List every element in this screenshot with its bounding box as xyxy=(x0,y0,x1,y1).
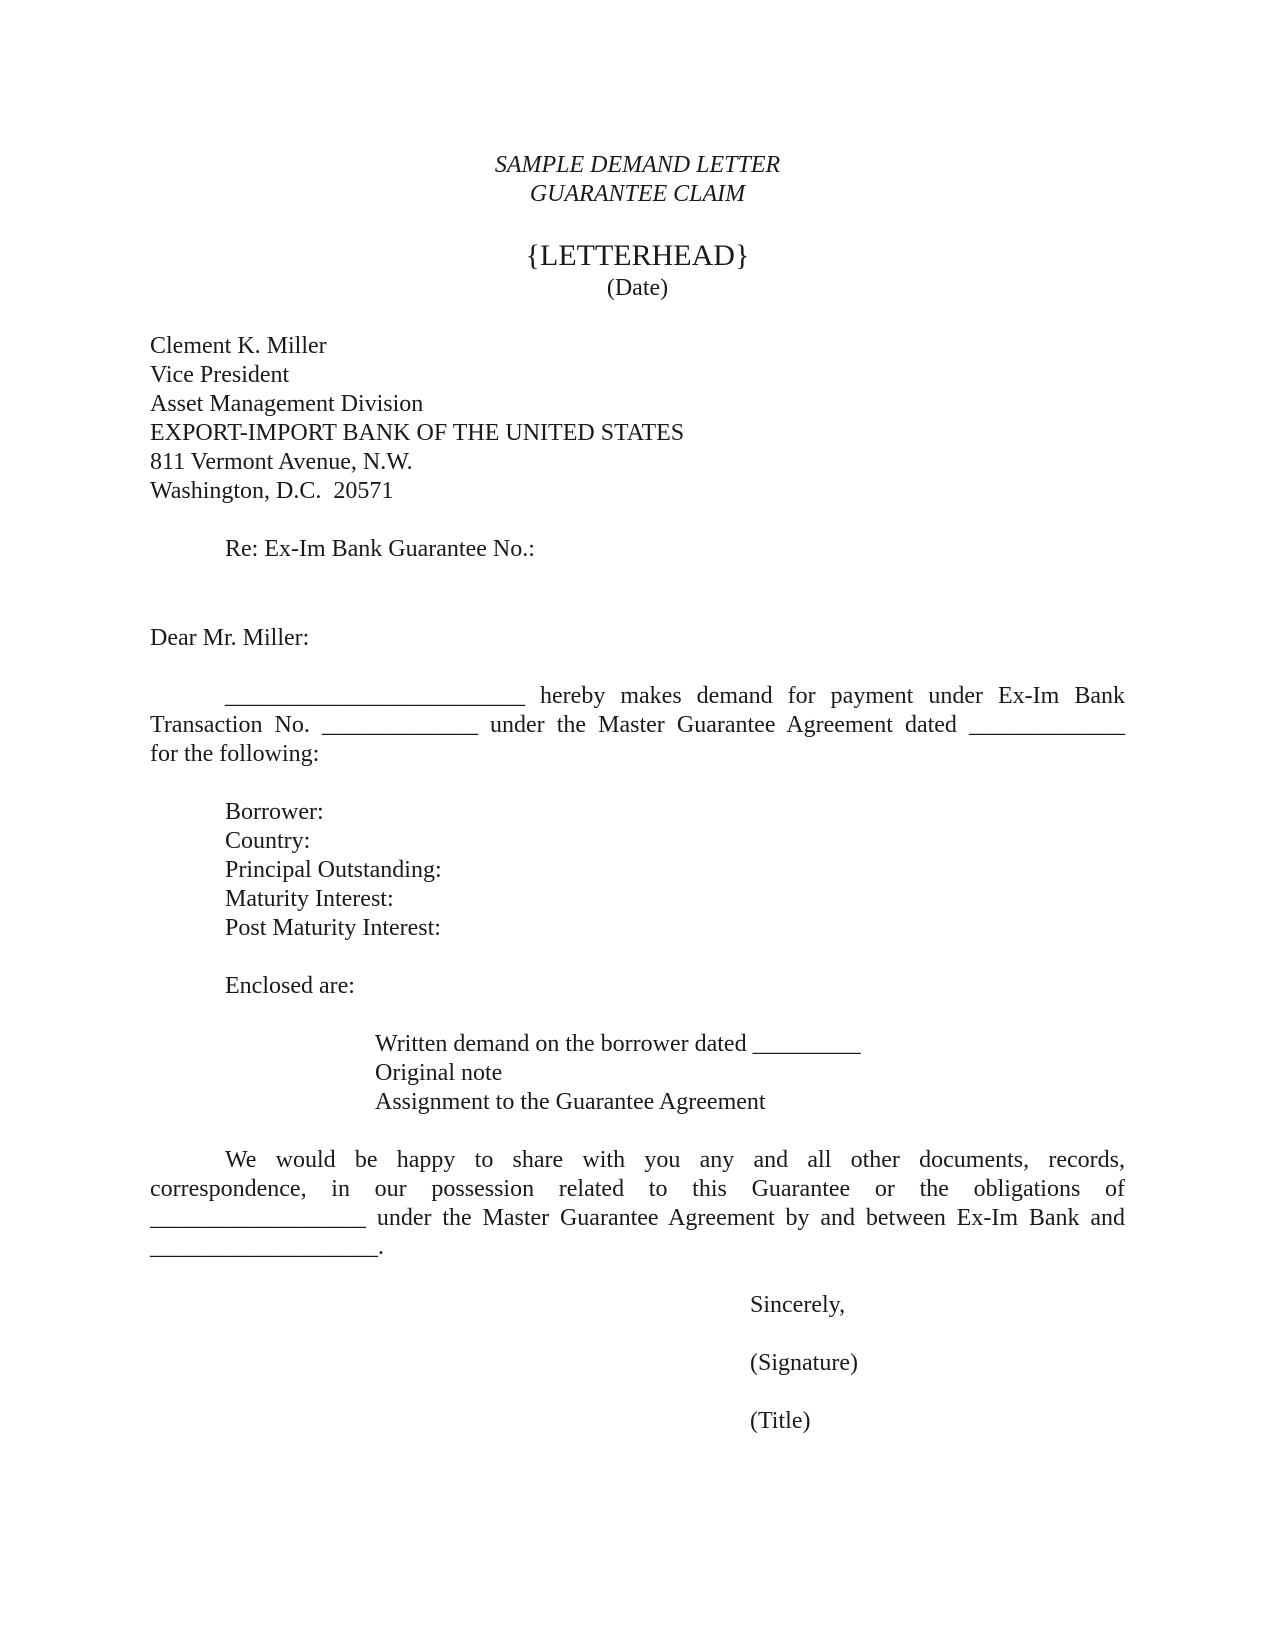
closing-paragraph-line4: ___________________. xyxy=(150,1234,384,1260)
salutation: Dear Mr. Miller: xyxy=(150,625,310,651)
claim-field-principal: Principal Outstanding: xyxy=(225,857,442,883)
recipient-division: Asset Management Division xyxy=(150,391,424,417)
signature-placeholder: (Signature) xyxy=(750,1350,858,1376)
closing-paragraph-line1: We would be happy to share with you any and all other documents, records, xyxy=(225,1147,1125,1173)
claim-field-post-maturity-interest: Post Maturity Interest: xyxy=(225,915,441,941)
claim-field-country: Country: xyxy=(225,828,311,854)
reference-line: Re: Ex-Im Bank Guarantee No.: xyxy=(225,536,535,562)
document-title-line2: GUARANTEE CLAIM xyxy=(529,181,746,207)
closing-paragraph-line3: __________________ under the Master Guarantee Agreement by and between Ex-Im Bank and xyxy=(150,1205,1125,1231)
recipient-name: Clement K. Miller xyxy=(150,333,327,359)
enclosed-heading: Enclosed are: xyxy=(225,973,355,999)
recipient-street: 811 Vermont Avenue, N.W. xyxy=(150,449,413,475)
letterhead-placeholder: {LETTERHEAD} xyxy=(525,239,750,272)
recipient-organization: EXPORT-IMPORT BANK OF THE UNITED STATES xyxy=(150,420,685,446)
title-placeholder: (Title) xyxy=(750,1408,811,1434)
demand-paragraph-line3: for the following: xyxy=(150,741,320,767)
claim-field-borrower: Borrower: xyxy=(225,799,324,825)
enclosure-item: Original note xyxy=(375,1060,503,1086)
enclosure-item: Written demand on the borrower dated _________ xyxy=(375,1031,861,1057)
recipient-position: Vice President xyxy=(150,362,290,388)
recipient-city: Washington, D.C. 20571 xyxy=(150,478,394,504)
demand-paragraph-line1: _________________________ hereby makes demand for payment under Ex-Im Bank xyxy=(225,683,1125,709)
enclosure-item: Assignment to the Guarantee Agreement xyxy=(375,1089,766,1115)
demand-paragraph-line2: Transaction No. _____________ under the Master Guarantee Agreement dated _____________ xyxy=(150,712,1125,738)
claim-field-maturity-interest: Maturity Interest: xyxy=(225,886,394,912)
closing-paragraph-line2: correspondence, in our possession related to this Guarantee or the obligations of xyxy=(150,1176,1125,1202)
date-placeholder: (Date) xyxy=(606,275,669,301)
complimentary-close: Sincerely, xyxy=(750,1292,846,1318)
document-title-line1: SAMPLE DEMAND LETTER xyxy=(494,152,781,178)
